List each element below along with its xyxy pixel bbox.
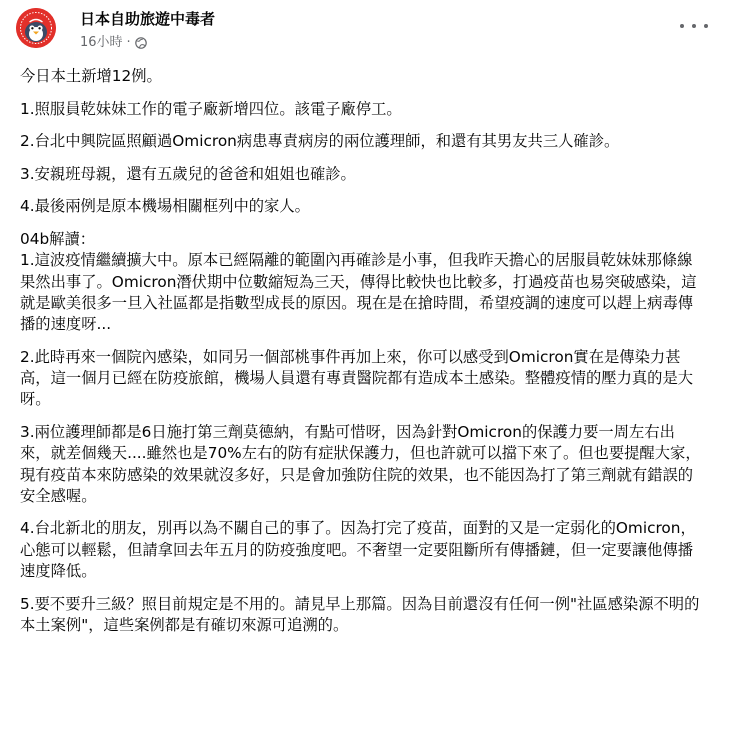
post-meta (80, 35, 147, 51)
dot (704, 24, 708, 28)
dot (680, 24, 684, 28)
avatar[interactable] (16, 8, 56, 48)
post-paragraph: 2.此時再來一個院內感染，如同另一個部桃事件再加上來，你可以感受到Omicron實在是傳染力甚高，這一個月已經在防疫旅館，機場人員還有專責醫院都有造成本土感染。整體疫情的壓力真的是大呀。 (20, 347, 694, 409)
post-paragraph: 4.最後兩例是原本機場相關框列中的家人。 (20, 197, 310, 216)
post-paragraph: 1.照服員乾妹妹工作的電子廠新增四位。該電子廠停工。 (20, 99, 402, 118)
post-timestamp[interactable]: 16小時 (80, 35, 123, 50)
penguin-mascot-logo (16, 8, 56, 48)
page-name-link[interactable]: 日本自助旅遊中毒者 (80, 10, 216, 28)
more-options-icon[interactable] (680, 16, 708, 36)
post-body (20, 66, 704, 648)
post-paragraph: 5.要不要升三級？照目前規定是不用的。請見早上那篇。因為目前還沒有任何一例"社區感染源不明的本土案例"，這些案例都是有確切來源可追溯的。 (20, 594, 700, 634)
dot (692, 24, 696, 28)
post-paragraph: 3.兩位護理師都是6日施打第三劑莫德納，有點可惜呀，因為針對Omicron的保護力要一周左右出來，就差個幾天....雖然也是70%左右的防有症狀保護力，但也許就可以擋下來了。但也要提醒大家，現有疫苗本來防感染的效果就沒多好，只是會加強防住院的效果，也不能因為打了第三劑就有錯誤的安全感喔。 (20, 422, 701, 505)
post-paragraph: 4.台北新北的朋友，別再以為不關自己的事了。因為打完了疫苗，面對的又是一定弱化的Omicron，心態可以輕鬆，但請拿回去年五月的防疫強度吧。不奢望一定要阻斷所有傳播鏈，但一定要讓他傳播速度降低。 (20, 519, 696, 581)
post-paragraph: 3.安親班母親，還有五歲兒的爸爸和姐姐也確診。 (20, 164, 356, 183)
post-paragraph: 2.台北中興院區照顧過Omicron病患專責病房的兩位護理師，和還有其男友共三人確診。 (20, 132, 620, 151)
post-paragraph: 今日本土新增12例。 (20, 67, 162, 85)
meta-separator: · (126, 35, 131, 50)
post-paragraph: 04b解讀： 1.這波疫情繼續擴大中。原本已經隔離的範圍內再確診是小事，但我昨天擔心的居服員乾妹妹那條線果然出事了。Omicron潛伏期中位數縮短為三天，傳得比較快也比較多，打過疫苗也易突破感染，這就是歐美很多一旦入社區都是指數型成長的原因。現在是在搶時間，希望疫調的速度可以趕上病毒傳播的速度呀... (20, 229, 697, 334)
post-header (16, 8, 720, 58)
globe-icon[interactable] (135, 37, 147, 49)
